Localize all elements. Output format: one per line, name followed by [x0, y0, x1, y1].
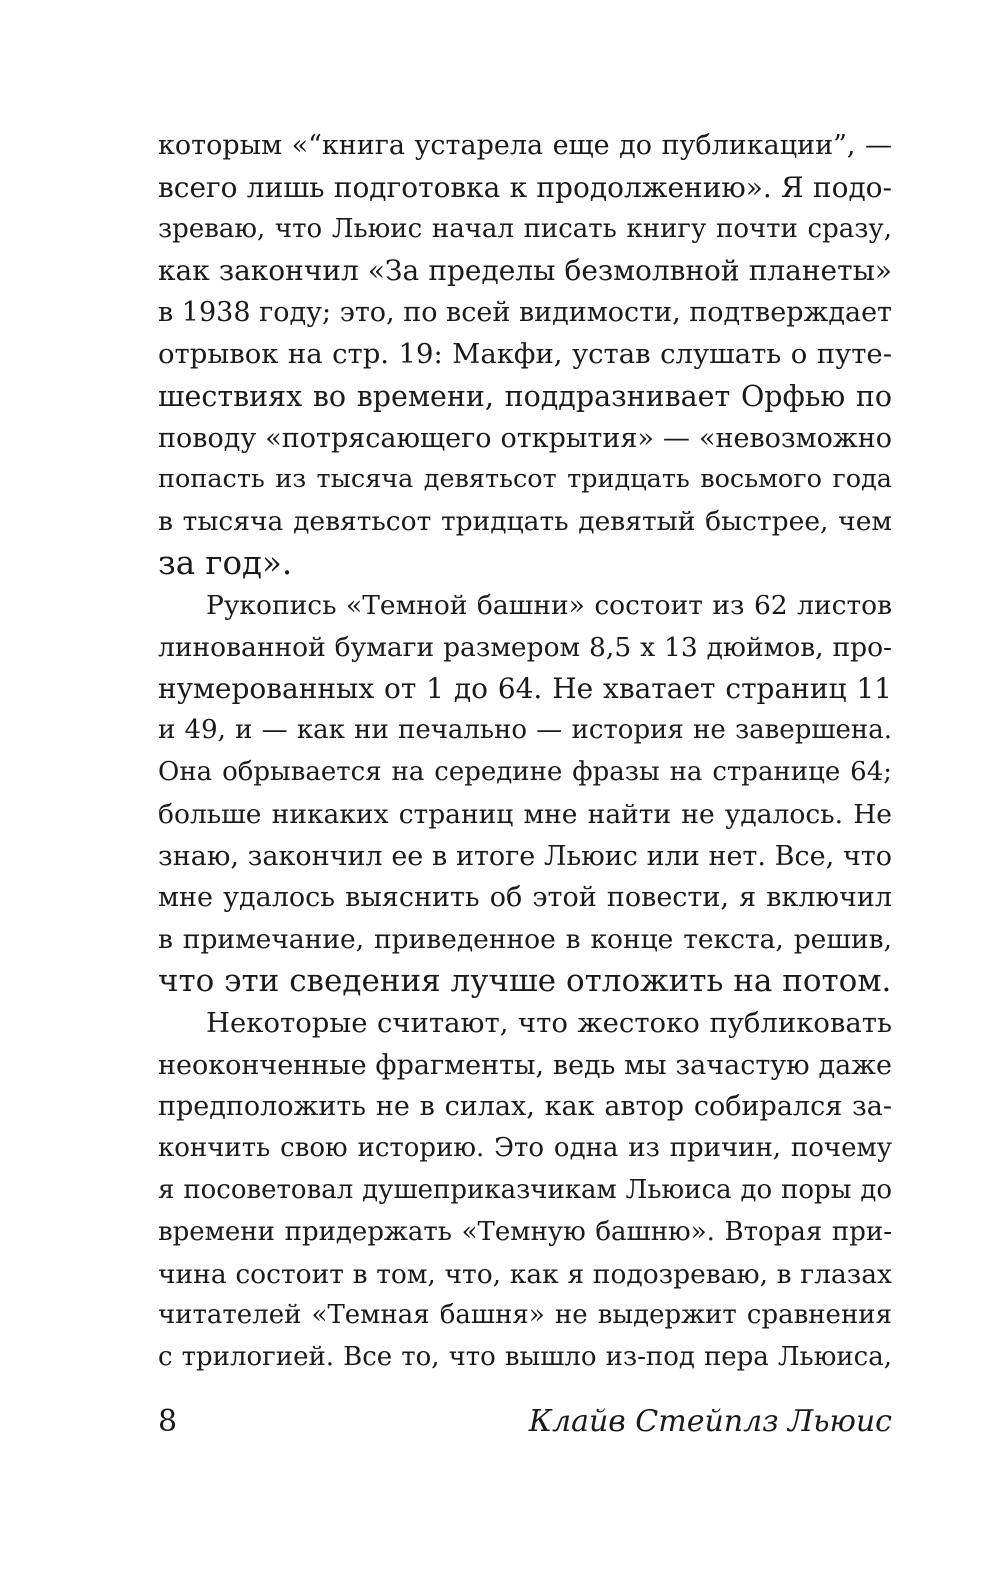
text-line: поводу «потрясающего открытия» — «невозможно [158, 422, 892, 454]
text-line: как закончил «За пределы безмолвной планеты» [158, 254, 892, 288]
text-line: шествиях во времени, поддразнивает Орфью по [158, 379, 892, 413]
text-line: кончить свою историю. Это одна из причин, почему [158, 1133, 892, 1164]
text-line: больше никаких страниц мне найти не удалось. Не [158, 798, 892, 830]
text-line: которым «“книга устарела еще до публикации”, — [158, 130, 892, 161]
text-line: отрывок на стр. 19: Макфи, устав слушать о путе- [158, 337, 892, 370]
text-line: нумерованных от 1 до 64. Не хватает страниц 11 [158, 672, 892, 706]
text-line: мне удалось выяснить об этой повести, я включил [158, 882, 892, 914]
text-line: попасть из тысяча девятьсот тридцать восьмого года [158, 464, 892, 495]
text-line: в 1938 году; это, по всей видимости, подтверждает [158, 297, 892, 329]
text-line: в тысяча девятьсот тридцать девятый быстрее, чем [158, 506, 892, 538]
text-line: линованной бумаги размером 8,5 х 13 дюймов, про- [158, 631, 892, 663]
text-line: и 49, и — как ни печально — история не завершена. [158, 715, 892, 746]
text-line: я посоветовал душеприказчикам Льюиса до поры до [158, 1174, 892, 1205]
running-footer-author: Клайв Стейплз Льюис [528, 1404, 892, 1439]
text-line: с трилогией. Все то, что вышло из-под пера Льюиса, [158, 1342, 892, 1373]
text-line: знаю, закончил ее в итоге Льюис или нет. Все, что [158, 840, 892, 872]
text-line: Рукопись «Темной башни» состоит из 62 листов [206, 589, 892, 621]
text-line: времени придержать «Темную башню». Вторая при- [158, 1216, 892, 1247]
text-line: читателей «Темная башня» не выдержит сравнения [158, 1300, 892, 1331]
text-line: за год». [158, 543, 293, 582]
text-line: неоконченные фрагменты, ведь мы зачастую даже [158, 1049, 892, 1081]
text-line: Некоторые считают, что жестоко публиковать [206, 1006, 892, 1039]
text-line: зреваю, что Льюис начал писать книгу почти сразу, [158, 213, 892, 244]
text-line: всего лишь подготовка к продолжению». Я подо- [158, 170, 892, 204]
text-line: чина состоит в том, что, как я подозреваю, в глазах [158, 1258, 892, 1290]
text-line: в примечание, приведенное в конце текста, решив, [158, 924, 892, 956]
text-line: предположить не в силах, как автор собирался за- [158, 1091, 892, 1123]
text-line: Она обрывается на середине фразы на странице 64; [158, 756, 892, 787]
body-text [158, 125, 892, 1379]
text-line: что эти сведения лучше отложить на потом. [158, 962, 892, 999]
page-number: 8 [158, 1404, 178, 1439]
